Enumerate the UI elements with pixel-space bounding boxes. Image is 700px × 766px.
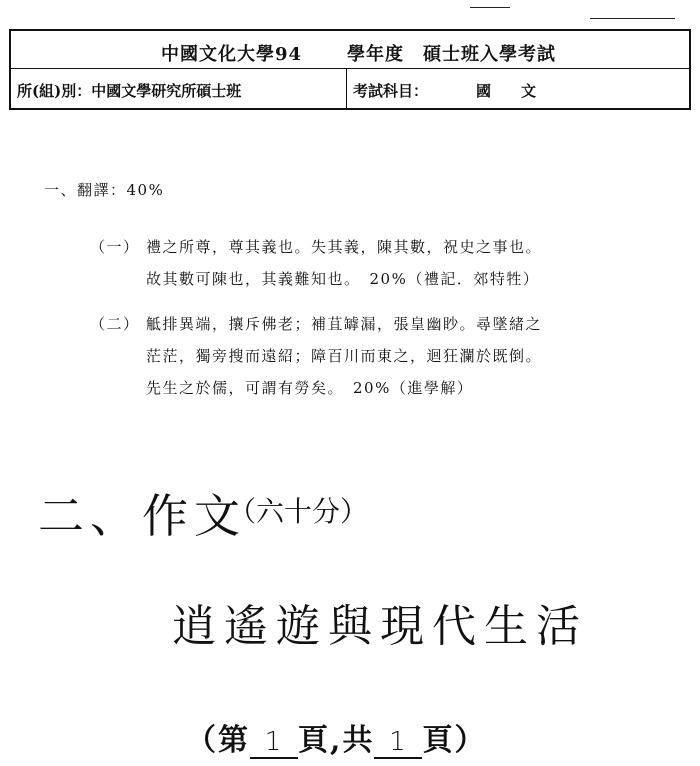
header-title-row [11, 31, 689, 69]
item2-line: 先生之於儒，可謂有勞矣。 20%（進學解） [146, 379, 474, 397]
exam-header [9, 29, 691, 110]
department-label: 所(組)別：中國文學研究所碩士班 [17, 82, 242, 100]
item2-line: 茫茫，獨旁搜而遠紹；障百川而東之，迴狂瀾於既倒。 [146, 347, 543, 365]
exam-name: 學年度 碩士班入學考試 [347, 44, 556, 65]
item1-number: （一） [90, 238, 140, 256]
item2-number: （二） [90, 315, 140, 333]
section2-points: （六十分） [228, 495, 369, 528]
page-counter [186, 715, 486, 759]
section1-title: 一、翻譯：40% [44, 181, 165, 199]
page-total: 1 [374, 727, 422, 759]
school-year: 中國文化大學94 [161, 44, 303, 65]
item1-line: 禮之所尊，尊其義也。失其義，陳其數，祝史之事也。 [146, 238, 543, 256]
section2-title: 二、作文 [38, 489, 246, 543]
item2-line: 觝排異端，攘斥佛老；補苴罅漏，張皇幽眇。尋墜緒之 [146, 315, 543, 333]
item1-line: 故其數可陳也，其義難知也。 20%（禮記．郊特牲） [146, 270, 540, 288]
subject-value: 國 文 [476, 82, 537, 100]
page-number: 1 [250, 727, 298, 759]
header-divider [346, 69, 347, 110]
essay-topic: 逍遙遊與現代生活 [172, 601, 588, 652]
page-counter-middle: 頁,共 [298, 723, 375, 758]
scan-mark [470, 7, 510, 8]
page-counter-prefix: （第 [186, 723, 250, 758]
header-info-row [11, 69, 689, 110]
page-counter-suffix: 頁） [422, 723, 487, 758]
subject-label: 考試科目： [353, 82, 429, 100]
scan-mark [590, 18, 675, 19]
